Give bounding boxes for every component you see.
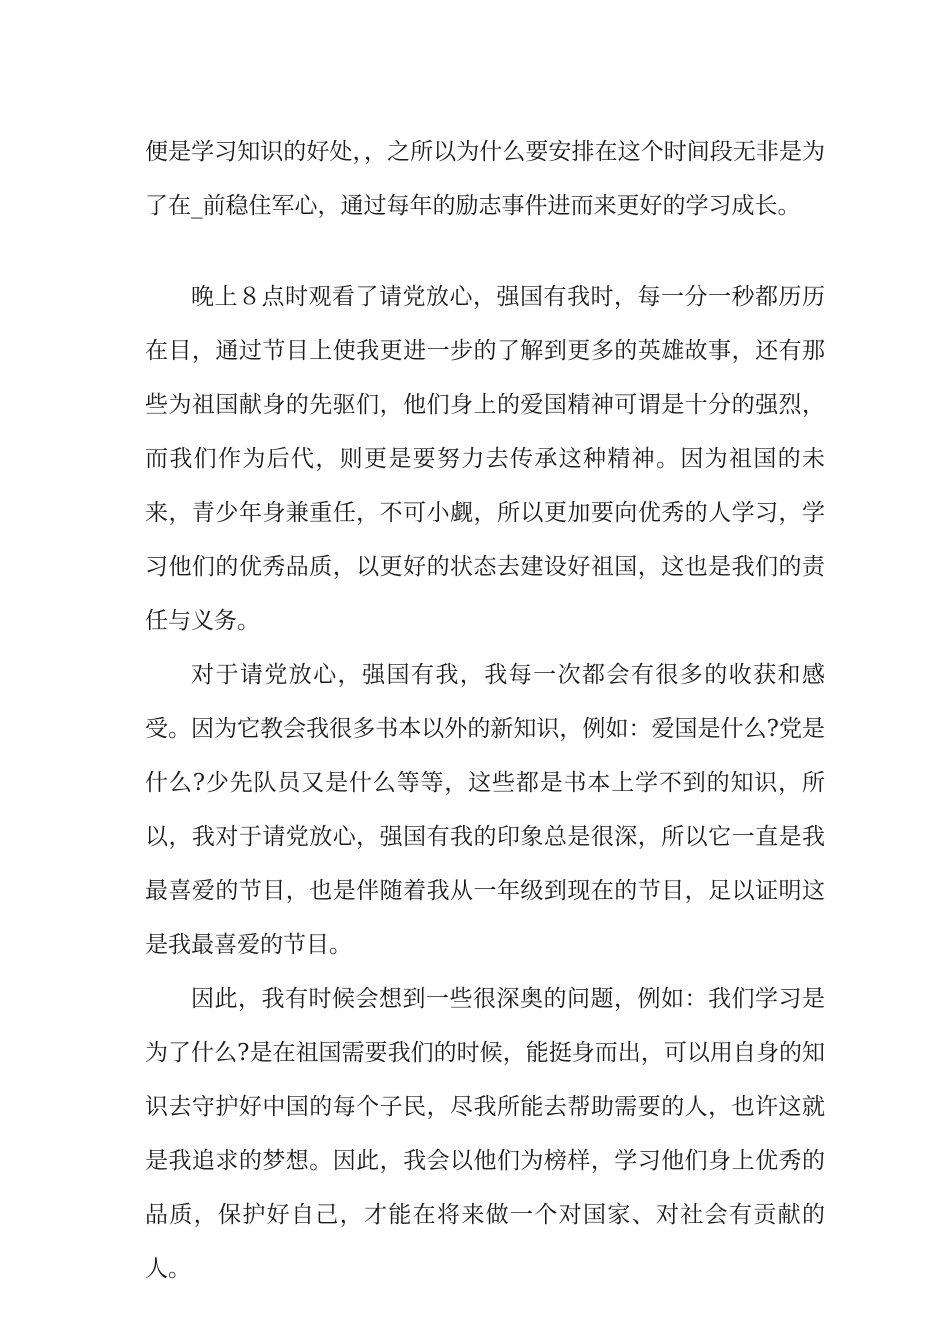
opening-text-block bbox=[145, 125, 825, 233]
body-text-block bbox=[145, 270, 825, 1296]
paragraph-deep-questions: 因此，我有时候会想到一些很深奥的问题，例如：我们学习是为了什么?是在祖国需要我们的时候，能挺身而出，可以用自身的知识去守护好中国的每个子民，尽我所能去帮助需要的人，也许这就是我追求的梦想。因此，我会以他们为榜样，学习他们身上优秀的品质，保护好自己，才能在将来做一个对国家、对社会有贡献的人。 bbox=[145, 986, 825, 1282]
paragraph-evening-program: 晚上８点时观看了请党放心，强国有我时，每一分一秒都历历在目，通过节目上使我更进一步的了解到更多的英雄故事，还有那些为祖国献身的先驱们，他们身上的爱国精神可谓是十分的强烈，而我们作为后代，则更是要努力去传承这种精神。因为祖国的未来，青少年身兼重任，不可小觑，所以更加要向优秀的人学习，学习他们的优秀品质，以更好的状态去建设好祖国，这也是我们的责任与义务。 bbox=[145, 284, 825, 634]
continuation-paragraph: 便是学习知识的好处，，之所以为什么要安排在这个时间段无非是为了在_前稳住军心，通过每年的励志事件进而来更好的学习成长。 bbox=[145, 139, 825, 219]
paragraph-gains-and-feelings: 对于请党放心，强国有我，我每一次都会有很多的收获和感受。因为它教会我很多书本以外的新知识，例如：爱国是什么?党是什么?少先队员又是什么等等，这些都是书本上学不到的知识，所以，我对于请党放心，强国有我的印象总是很深，所以它一直是我最喜爱的节目，也是伴随着我从一年级到现在的节目，足以证明这是我最喜爱的节目。 bbox=[145, 662, 825, 958]
